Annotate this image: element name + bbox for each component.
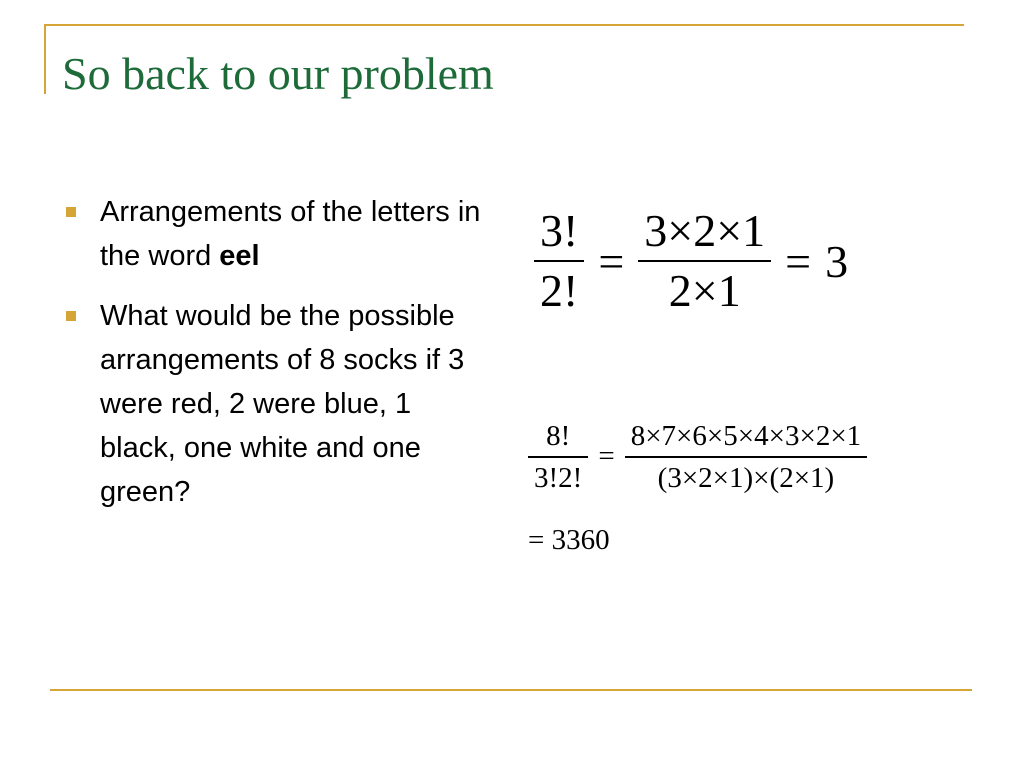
slide-title: So back to our problem: [62, 48, 494, 99]
bullet-list: [62, 190, 482, 514]
equals-sign: =: [598, 440, 615, 473]
denominator: 2!: [540, 265, 579, 316]
bottom-rule: [50, 689, 972, 691]
fraction-bar: [638, 260, 771, 262]
fraction-bar: [625, 456, 868, 458]
fraction-factorial: [534, 204, 584, 318]
equation-socks-result: = 3360: [528, 524, 610, 556]
denominator: 2×1: [668, 265, 741, 316]
bullet-text: [100, 196, 480, 272]
bullet-text-plain: Arrangements of the letters in the word: [100, 196, 481, 272]
square-bullet-icon: [66, 207, 76, 217]
equation-eel: [534, 204, 848, 318]
bullet-text-bold: eel: [219, 240, 260, 272]
equals-sign: =: [785, 235, 812, 287]
numerator: 8×7×6×5×4×3×2×1: [630, 420, 862, 452]
numerator: 8!: [546, 420, 571, 452]
denominator: (3×2×1)×(2×1): [657, 461, 835, 494]
square-bullet-icon: [66, 311, 76, 321]
numerator: 3×2×1: [644, 205, 766, 256]
bullet-text: What would be the possible arrangements of 8 socks if 3 were red, 2 were blue, 1 black, one white and one green?: [100, 300, 465, 508]
fraction-bar: [534, 260, 584, 262]
equation-socks: [528, 418, 867, 496]
bullet-item-socks: [62, 294, 482, 514]
fraction-expanded: [638, 204, 771, 318]
fraction-factorial: [528, 418, 588, 496]
denominator: 3!2!: [534, 461, 583, 494]
fraction-expanded: [625, 418, 868, 496]
left-rule: [44, 24, 46, 94]
top-rule: [44, 24, 964, 26]
fraction-bar: [528, 456, 588, 458]
result: 3: [825, 235, 849, 287]
numerator: 3!: [540, 205, 579, 256]
equals-sign: =: [598, 235, 625, 287]
bullet-item-eel: [62, 190, 482, 278]
